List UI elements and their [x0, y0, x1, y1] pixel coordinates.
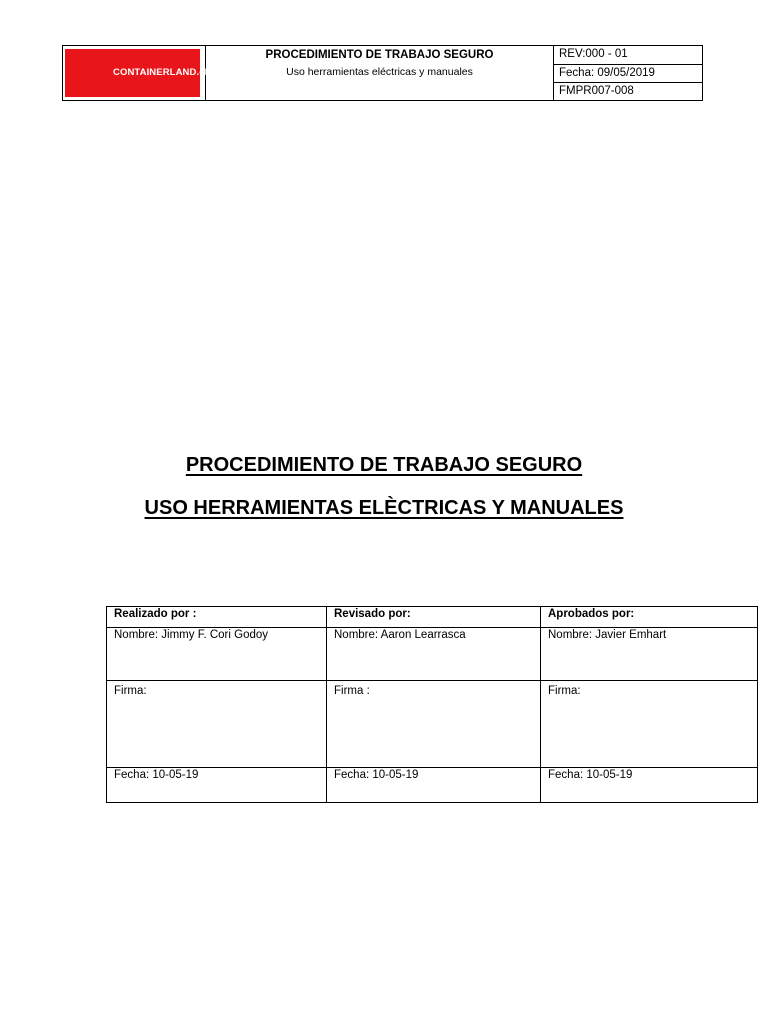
- name-revisado: Nombre: Aaron Learrasca: [327, 628, 541, 681]
- header-title-cell: [206, 46, 553, 100]
- table-row-names: [107, 628, 758, 681]
- table-row-dates: [107, 768, 758, 803]
- header-realizado: Realizado por :: [107, 607, 327, 628]
- firma-realizado: Firma:: [107, 681, 327, 768]
- header-date: Fecha: 09/05/2019: [554, 64, 702, 82]
- logo-text: CONTAINERLAND.cl: [113, 67, 208, 78]
- logo-cell: [63, 46, 206, 100]
- header-meta: [553, 46, 702, 100]
- table-header-row: [107, 607, 758, 628]
- firma-aprobado: Firma:: [541, 681, 758, 768]
- table-row-signatures: [107, 681, 758, 768]
- document-code: FMPR007-008: [554, 82, 702, 100]
- fecha-aprobado: Fecha: 10-05-19: [541, 768, 758, 803]
- fecha-revisado: Fecha: 10-05-19: [327, 768, 541, 803]
- name-aprobado: Nombre: Javier Emhart: [541, 628, 758, 681]
- revision: REV:000 - 01: [559, 48, 628, 60]
- firma-revisado: Firma :: [327, 681, 541, 768]
- header-title: PROCEDIMIENTO DE TRABAJO SEGURO: [265, 49, 494, 61]
- company-logo: [65, 49, 208, 97]
- document-title-line1: PROCEDIMIENTO DE TRABAJO SEGURO: [185, 454, 583, 476]
- fecha-realizado: Fecha: 10-05-19: [107, 768, 327, 803]
- header-subtitle: Uso herramientas eléctricas y manuales: [286, 66, 473, 78]
- document-header: [62, 45, 703, 101]
- document-title-line2: USO HERRAMIENTAS ELÈCTRICAS Y MANUALES: [144, 497, 624, 519]
- header-revisado: Revisado por:: [327, 607, 541, 628]
- header-aprobado: Aprobados por:: [541, 607, 758, 628]
- signature-table: [106, 606, 758, 803]
- name-realizado: Nombre: Jimmy F. Cori Godoy: [107, 628, 327, 681]
